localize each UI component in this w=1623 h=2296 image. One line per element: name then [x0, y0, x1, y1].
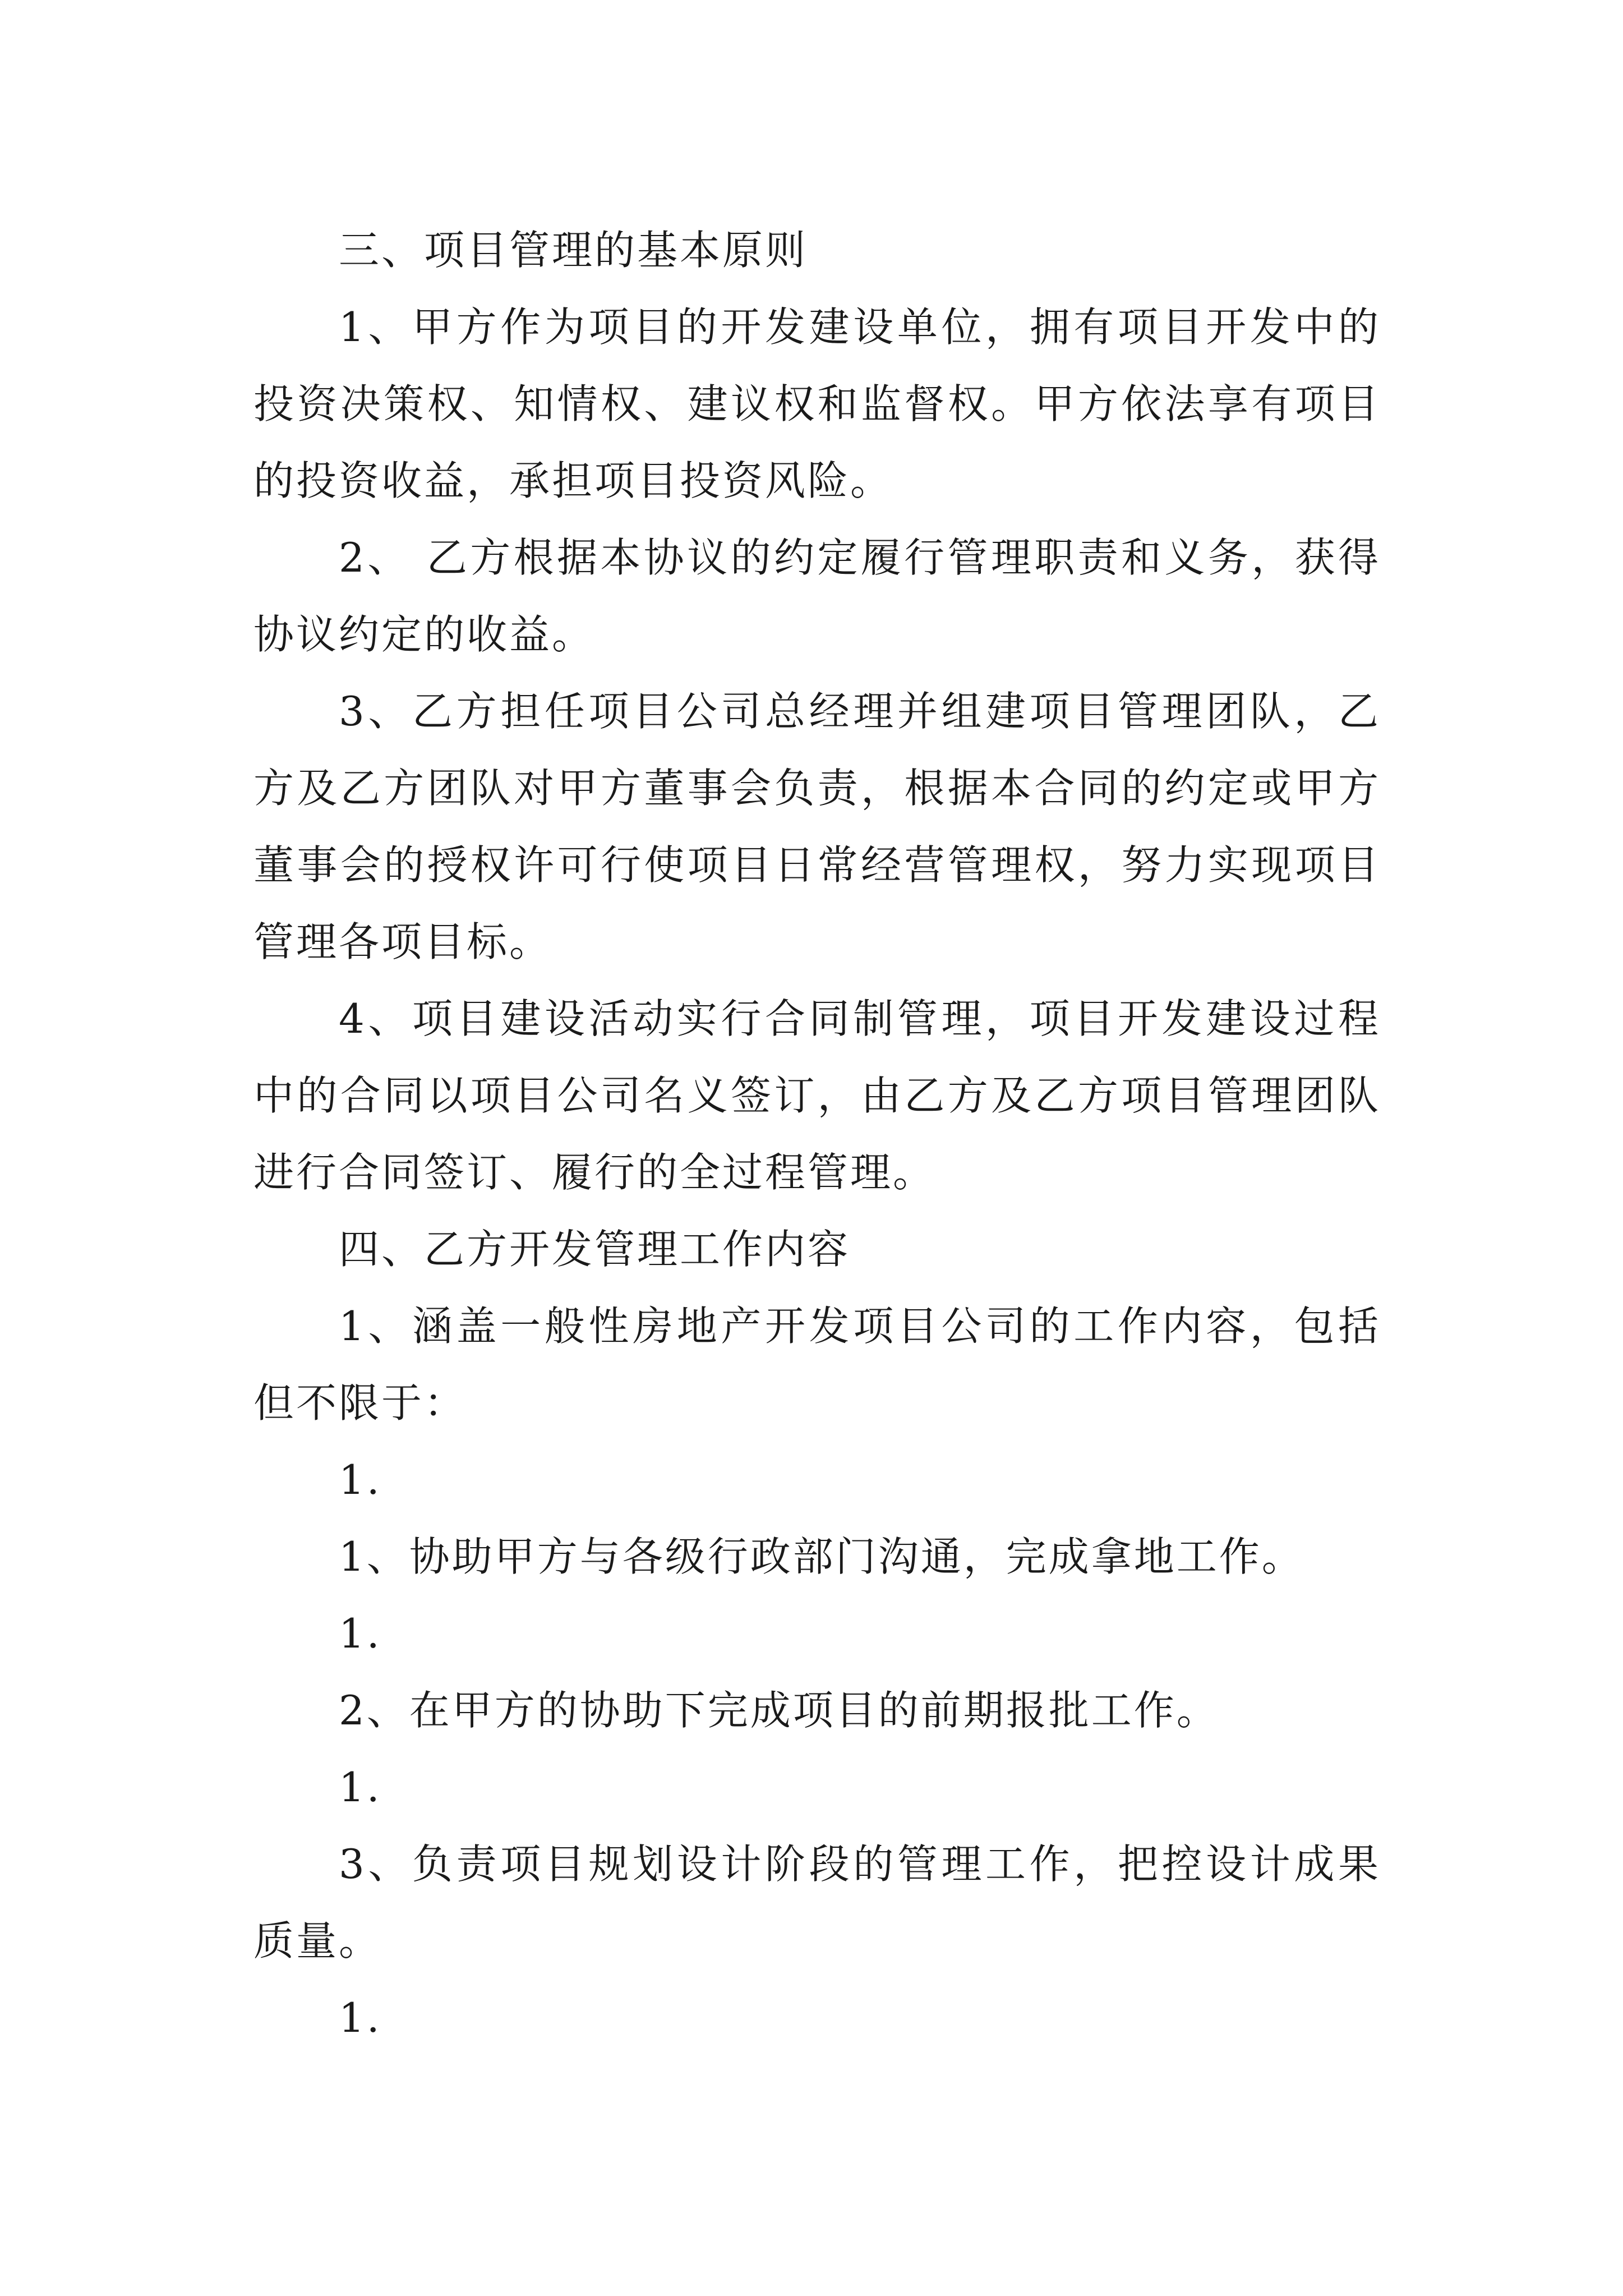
paragraph: 3、负责项目规划设计阶段的管理工作，把控设计成果质量。: [253, 1841, 1381, 1964]
paragraph: 2、 乙方根据本协议的约定履行管理职责和义务，获得协议约定的收益。: [253, 534, 1381, 658]
document-body: [253, 212, 1381, 2056]
list-number: 1.: [339, 1610, 382, 1657]
paragraph: 1、甲方作为项目的开发建设单位，拥有项目开发中的投资决策权、知情权、建议权和监督权。甲方依法享有项目的投资收益，承担项目投资风险。: [253, 303, 1381, 504]
paragraph: 4、项目建设活动实行合同制管理，项目开发建设过程中的合同以项目公司名义签订，由乙方及乙方项目管理团队进行合同签订、履行的全过程管理。: [253, 995, 1381, 1196]
paragraph: 2、在甲方的协助下完成项目的前期报批工作。: [339, 1687, 1219, 1734]
paragraph: 3、乙方担任项目公司总经理并组建项目管理团队，乙方及乙方团队对甲方董事会负责，根据本合同的约定或甲方董事会的授权许可行使项目日常经营管理权，努力实现项目管理各项目标。: [253, 688, 1381, 965]
paragraph: 1、涵盖一般性房地产开发项目公司的工作内容，包括但不限于：: [253, 1303, 1381, 1427]
list-number: 1.: [339, 1764, 382, 1811]
section-heading-principles: 三、项目管理的基本原则: [339, 227, 808, 274]
list-number: 1.: [339, 1994, 382, 2041]
section-heading-work-content: 四、乙方开发管理工作内容: [339, 1226, 851, 1273]
list-number: 1.: [339, 1456, 382, 1503]
paragraph: 1、协助甲方与各级行政部门沟通，完成拿地工作。: [339, 1533, 1304, 1580]
